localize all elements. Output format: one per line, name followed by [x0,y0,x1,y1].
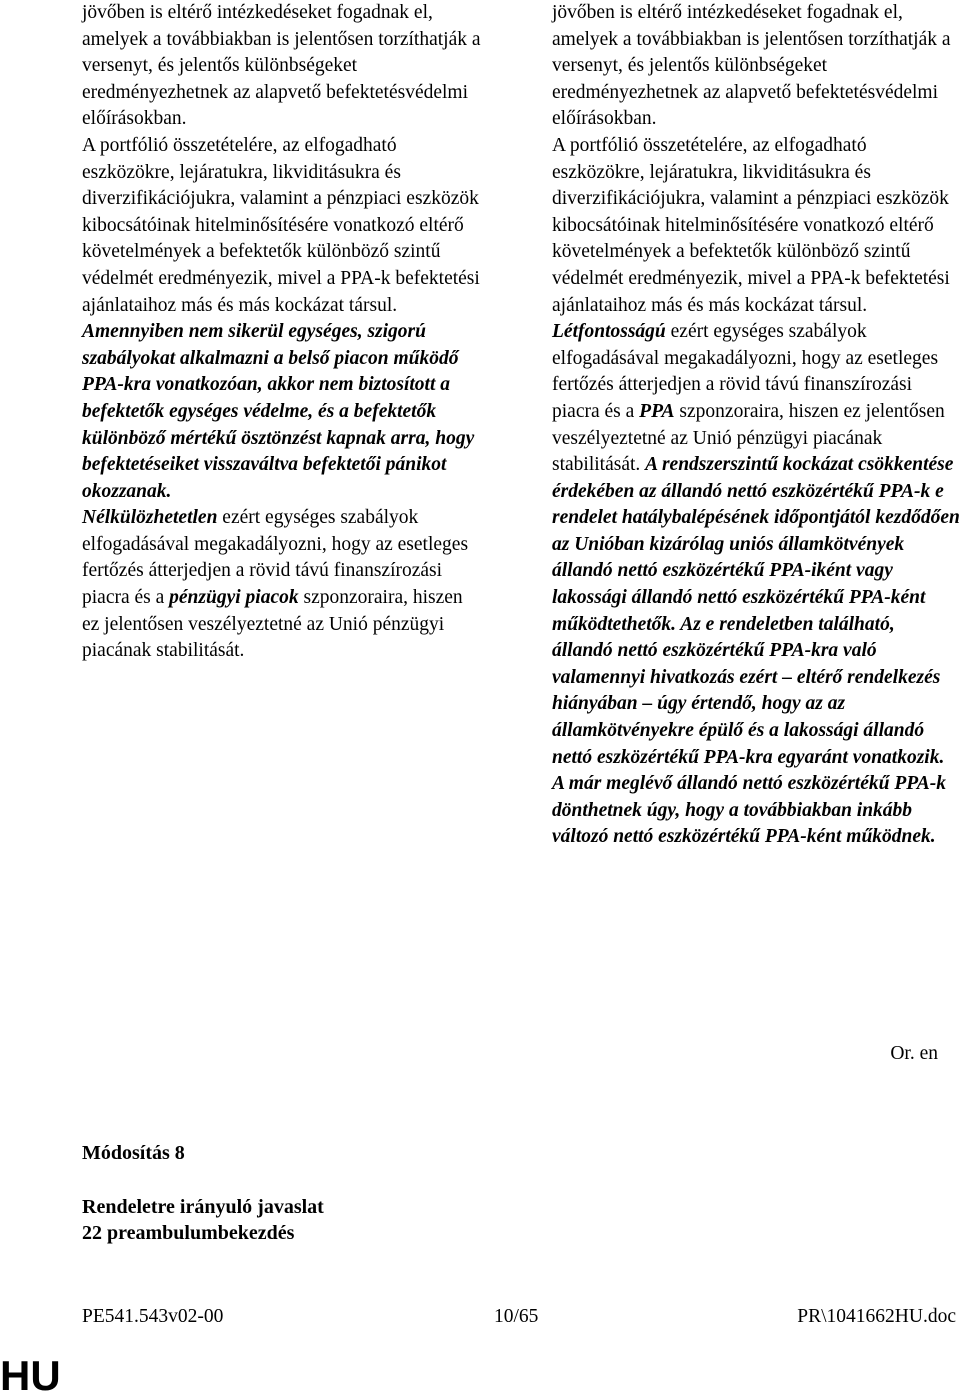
proposal-line-1: Rendeletre irányuló javaslat [82,1196,324,1218]
footer-page-number: 10/65 [494,1306,539,1327]
left-paragraph-1: jövőben is eltérő intézkedéseket fogadnak el, amelyek a továbbiakban is jelentősen torzíthatják a versenyt, és jelentős különbségeket eredményezhetnek az alapvető befektetésvédelmi előírásokban. [82,2,481,130]
left-p4-emphasis-start: Nélkülözhetetlen [82,507,218,529]
amendment-title: Módosítás 8 [82,1142,185,1164]
left-p4-text-end: szponzoraira, hiszen ez jelentősen veszélyeztetné az Unió pénzügyi piacának stabilitását. [82,587,463,662]
right-paragraph-2: A portfólió összetételére, az elfogadható eszközökre, lejáratukra, likviditásukra és diverzifikációjukra, valamint a pénzpiaci eszközök kibocsátóinak hitelminősítésére vonatkozó eltérő követelmények a befektetők különböző szintű védelmét eredményezik, mivel a PPA-k befektetési ajánlataihoz más és más kockázat társul. [552,134,950,316]
right-p3-emphasis-mid: PPA [639,400,675,422]
footer-file-name: PR\1041662HU.doc [797,1306,956,1327]
left-column [82,0,482,665]
right-p3-emphasis-start: Létfontosságú [552,321,666,343]
left-p4-text: ezért egységes szabályok elfogadásával megakadályozni, hogy az esetleges fertőzés átterjedjen a rövid távú finanszírozási piacra és a [82,507,469,609]
original-language-code: Or. en [890,1043,938,1064]
right-p3-text-2: szponzoraira, hiszen ez jelentősen veszélyeztetné az Unió pénzügyi piacának stabilitását. [552,400,945,476]
footer-language-code: HU [0,1352,61,1399]
right-p3-text: ezért egységes szabályok elfogadásával megakadályozni, hogy az esetleges fertőzés átterjedjen a rövid távú finanszírozási piacra és a [552,321,939,422]
left-p4-emphasis-mid: pénzügyi piacok [169,587,299,609]
right-paragraph-1: jövőben is eltérő intézkedéseket fogadnak el, amelyek a továbbiakban is jelentősen torzíthatják a versenyt, és jelentős különbségeket eredményezhetnek az alapvető befektetésvédelmi előírásokban. [552,2,951,130]
left-paragraph-2: A portfólió összetételére, az elfogadható eszközökre, lejáratukra, likviditásukra és diverzifikációjukra, valamint a pénzpiaci eszközök kibocsátóinak hitelminősítésére vonatkozó eltérő követelmények a befektetők különböző szintű védelmét eredményezik, mivel a PPA-k befektetési ajánlataihoz más és más kockázat társul. [82,134,480,316]
proposal-line-2: 22 preambulumbekezdés [82,1222,295,1244]
right-paragraph-3 [552,319,960,851]
left-paragraph-3: Amennyiben nem sikerül egységes, szigorú szabályokat alkalmazni a belső piacon működő PPA-kra vonatkozóan, akkor nem biztosított a befektetők egységes védelme, és a befektetők különböző mértékű ösztönzést kapnak arra, hogy befektetéseiket visszaváltva befektetői pánikot okozzanak. [82,321,475,502]
right-p3-emphasis-end: A rendszerszintű kockázat csökkentése érdekében az állandó nettó eszközértékű PPA-k e rendelet hatálybalépésének időpontjától kezdődően az Unióban kizárólag uniós államkötvények állandó nettó eszközértékű PPA-iként vagy lakossági állandó nettó eszközértékű PPA-ként működtethetők. Az e rendeletben található, állandó nettó eszközértékű PPA-kra való valamennyi hivatkozás ezért – eltérő rendelkezés hiányában – úgy értendő, hogy az az államkötvényekre épülő és a lakossági állandó nettó eszközértékű PPA-kra egyaránt vonatkozik. A már meglévő állandó nettó eszközértékű PPA-k dönthetnek úgy, hogy a továbbiakban inkább változó nettó eszközértékű PPA-ként működnek. [552,454,960,848]
left-paragraph-4 [82,505,482,665]
proposal-reference [82,1194,324,1246]
right-column [552,0,960,851]
footer-document-reference: PE541.543v02-00 [82,1306,224,1327]
